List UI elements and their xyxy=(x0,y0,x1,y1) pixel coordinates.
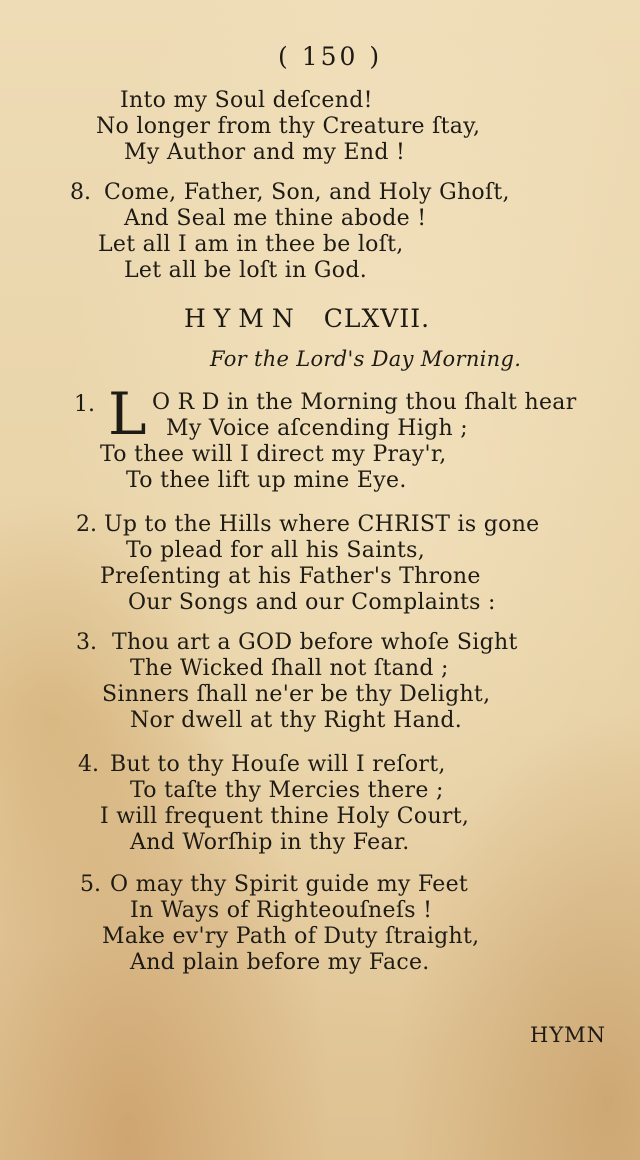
verse-line: I will frequent thine Holy Court, xyxy=(100,804,470,829)
hymn-title xyxy=(184,306,430,332)
verse-line: O may thy Spirit guide my Feet xyxy=(110,872,469,897)
stanza-number: 3. xyxy=(76,630,97,655)
verse-line: Thou art a GOD before whoſe Sight xyxy=(112,630,518,655)
verse-line: Sinners ſhall ne'er be thy Delight, xyxy=(102,682,491,707)
verse-line: The Wicked ſhall not ſtand ; xyxy=(130,656,449,681)
verse-line: To thee will I direct my Pray'r, xyxy=(100,442,447,467)
stanza-number: 8. xyxy=(70,180,91,205)
catchword: HYMN xyxy=(530,1023,607,1047)
verse-line: No longer from thy Creature ſtay, xyxy=(96,114,481,139)
verse-line: Preſenting at his Father's Throne xyxy=(100,564,481,589)
verse-line: To thee lift up mine Eye. xyxy=(126,468,407,493)
page-number: ( 150 ) xyxy=(278,42,383,71)
verse-line: Our Songs and our Complaints : xyxy=(128,590,496,615)
hymn-word: HYMN xyxy=(184,304,302,333)
verse-line: Let all I am in thee be loſt, xyxy=(98,232,404,257)
verse-line: But to thy Houſe will I reſort, xyxy=(110,752,446,777)
stanza-number: 5. xyxy=(80,872,101,897)
hymn-subtitle: For the Lord's Day Morning. xyxy=(210,347,522,371)
verse-line: To plead for all his Saints, xyxy=(126,538,426,563)
verse-line: And plain before my Face. xyxy=(130,950,430,975)
verse-line: Up to the Hills where CHRIST is gone xyxy=(104,512,540,537)
verse-line: Make ev'ry Path of Duty ſtraight, xyxy=(102,924,480,949)
verse-line: My Voice aſcending High ; xyxy=(166,416,468,441)
verse-line: Let all be loſt in God. xyxy=(124,258,367,283)
verse-line: To taſte thy Mercies there ; xyxy=(130,778,444,803)
verse-line: Nor dwell at thy Right Hand. xyxy=(130,708,463,733)
drop-cap: L xyxy=(108,380,147,448)
hymn-number: CLXVII. xyxy=(323,304,431,333)
stanza-number: 1. xyxy=(74,392,95,417)
verse-line: And Seal me thine abode ! xyxy=(124,206,427,231)
verse-line: My Author and my End ! xyxy=(124,140,406,165)
stanza-number: 2. xyxy=(76,512,97,537)
verse-line: Come, Father, Son, and Holy Ghoſt, xyxy=(104,180,510,205)
verse-line: Into my Soul deſcend! xyxy=(120,88,373,113)
stanza-number: 4. xyxy=(78,752,99,777)
verse-line: And Worſhip in thy Fear. xyxy=(130,830,410,855)
verse-line: In Ways of Righteouſneſs ! xyxy=(130,898,433,923)
verse-line: O R D in the Morning thou ſhalt hear xyxy=(152,390,577,415)
